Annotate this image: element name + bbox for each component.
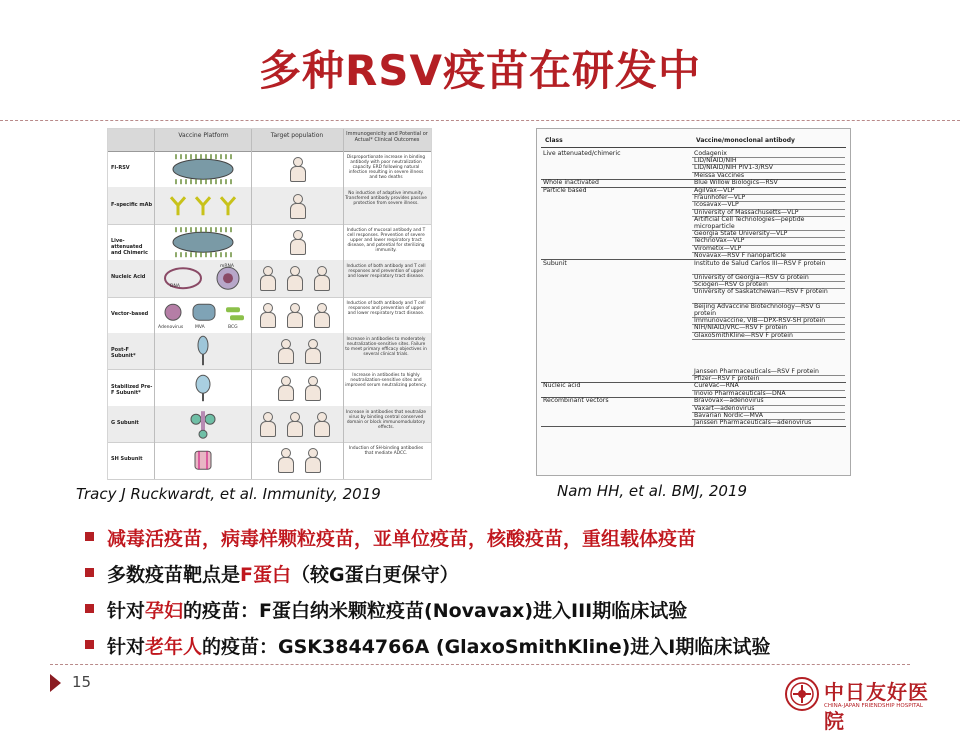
vaccine-item: Beijing Advaccine Biotechnology—RSV G protein	[694, 302, 821, 317]
bullet-segment: （较G蛋白更保守）	[291, 564, 459, 586]
platform-row	[108, 297, 431, 334]
person-icon	[305, 376, 319, 400]
platform-sublabel: MVA	[195, 324, 205, 330]
bullet-segment: 针对	[107, 600, 146, 622]
vaccine-item: University of Massachusetts—VLP	[694, 208, 799, 216]
platform-row	[108, 151, 431, 188]
title-divider	[0, 120, 960, 121]
header-outcomes: Immunogenicity and Potential or Actual* Clinical Outcomes	[346, 131, 428, 143]
vaccine-item: Janssen Pharmaceuticals—RSV F protein	[694, 367, 819, 375]
header-vaccine: Vaccine/monoclonal antibody	[696, 137, 795, 144]
platform-illustration-icon	[158, 226, 248, 258]
vaccine-item: University of Georgia—RSV G protein	[694, 273, 809, 281]
person-body	[290, 239, 306, 255]
outcome-description: Disproportionate increase in binding antibody with poor neutralization capacity. ERD following natural infection resulting in severe illness and two deaths	[346, 155, 426, 180]
vaccine-item: Meissa Vaccines	[694, 171, 745, 179]
vaccine-item: Instituto de Salud Carlos III—RSV F protein	[694, 259, 826, 267]
platform-label: Vector-based	[111, 310, 149, 317]
vaccine-item: LID/NIAID/NIH	[694, 157, 737, 165]
figure-vaccine-platforms	[107, 128, 432, 480]
platform-row	[108, 369, 431, 406]
class-label: Subunit	[543, 259, 567, 267]
person-body	[305, 385, 321, 401]
bullet-segment: 的疫苗：F蛋白纳米颗粒疫苗(Novavax)进入III期临床试验	[183, 600, 688, 622]
platform-label: Nucleic Acid	[111, 274, 146, 281]
vaccine-item: Inovio Pharmaceuticals—DNA	[694, 389, 786, 397]
platform-row	[108, 224, 431, 261]
platform-illustration-icon	[158, 153, 248, 185]
platform-illustration-icon	[158, 408, 248, 440]
bullet-square-icon	[85, 532, 94, 541]
vaccine-item: Bravovax—adenovirus	[694, 397, 764, 405]
vaccine-item: Janssen Pharmaceuticals—adenovirus	[694, 418, 812, 426]
outcome-description: Induction of both antibody and T cell responses and prevention of upper and lower respiratory tract disease.	[346, 264, 426, 280]
bullet-text	[107, 560, 459, 587]
figure-left-header	[108, 129, 431, 152]
vaccine-item: Novavax—RSV F nanoparticle	[694, 251, 786, 259]
person-icon	[314, 303, 328, 327]
person-icon	[287, 303, 301, 327]
vaccine-item: Sciogen—RSV G protein	[694, 281, 768, 289]
vaccine-item: Virometix—VLP	[694, 244, 742, 252]
footer-divider	[50, 664, 910, 665]
hospital-subtitle: CHINA-JAPAN FRIENDSHIP HOSPITAL	[824, 703, 923, 709]
vaccine-item: TechnoVax—VLP	[694, 237, 745, 245]
person-body	[290, 166, 306, 182]
outcome-description: Increase in antibodies to moderately neutralization-sensitive sites. Failure to meet primary efficacy objectives in several clinical trials.	[345, 337, 427, 357]
column-divider	[154, 129, 155, 479]
person-icon	[260, 412, 274, 436]
person-body	[314, 275, 330, 291]
outcome-description: Increase in antibodies to highly neutralization-sensitive sites and improved serum neutralizing potency.	[345, 373, 427, 389]
person-icon	[314, 266, 328, 290]
vaccine-item: LID/NIAID/NIH PIV1-3/RSV	[694, 164, 773, 172]
person-body	[305, 348, 321, 364]
header-class: Class	[545, 137, 563, 144]
class-label: Whole inactivated	[543, 179, 599, 187]
person-icon	[278, 448, 292, 472]
person-icon	[305, 339, 319, 363]
person-body	[260, 275, 276, 291]
bullet-highlight: 老年人	[145, 636, 203, 658]
outcome-description: Induction of mucosal antibody and T cell responses. Prevention of severe upper and lower respiratory tract disease, and potential for sterilizing immunity.	[346, 227, 426, 253]
hospital-emblem-icon	[784, 676, 820, 712]
figure-vaccine-list-table	[536, 128, 851, 476]
person-body	[260, 421, 276, 437]
platform-sublabel: DNA	[170, 284, 180, 290]
platform-label: Stabilized Pre-F Subunit*	[111, 383, 153, 396]
hospital-name: 中日友好医院	[824, 680, 929, 733]
bullet-text	[107, 632, 770, 659]
bullet-highlight: 减毒活疫苗，病毒样颗粒疫苗，亚单位疫苗，核酸疫苗，重组载体疫苗	[107, 528, 697, 550]
hospital-logo	[784, 674, 934, 733]
vaccine-item: CureVac—RNA	[694, 382, 739, 390]
platform-label: Live-attenuated and Chimeric	[111, 237, 148, 256]
row-divider	[692, 339, 845, 340]
header-vaccine-platform: Vaccine Platform	[178, 132, 229, 139]
bullet-segment: 针对	[107, 636, 146, 658]
bullet-square-icon	[85, 568, 94, 577]
header-target-population: Target population	[270, 132, 324, 139]
platform-label: FI-RSV	[111, 165, 130, 172]
platform-label: Post-F Subunit*	[111, 347, 136, 360]
person-icon	[287, 266, 301, 290]
bullet-text	[107, 524, 696, 551]
platform-label: G Subunit	[111, 419, 139, 426]
person-icon	[260, 303, 274, 327]
platform-illustration-icon	[158, 335, 248, 367]
class-label: Live attenuated/chimeric	[543, 150, 621, 157]
platform-label: F-specific mAb	[111, 201, 153, 208]
person-body	[287, 421, 303, 437]
person-icon	[314, 412, 328, 436]
platform-sublabel: Adenovirus	[158, 324, 184, 330]
platform-sublabel: BCG	[228, 324, 238, 330]
vaccine-item: AgilVax—VLP	[694, 187, 735, 194]
vaccine-item: GlaxoSmithKline—RSV F protein	[694, 331, 793, 339]
platform-illustration-icon	[158, 371, 248, 403]
vaccine-item: Artificial Cell Technologies—peptide microparticle	[694, 215, 805, 230]
bullet-segment: 多数疫苗靶点是	[107, 564, 241, 586]
platform-illustration-icon	[158, 444, 248, 476]
class-label: Recombinant vectors	[543, 397, 609, 405]
group-divider	[541, 426, 846, 427]
platform-illustration-icon	[158, 262, 248, 294]
vaccine-item: Vaxart—adenovirus	[694, 404, 755, 412]
bullet-segment: 的疫苗：GSK3844766A (GlaxoSmithKline)进入I期临床试验	[202, 636, 771, 658]
person-icon	[278, 376, 292, 400]
outcome-description: Induction of SH-binding antibodies that mediate ADCC.	[348, 446, 424, 457]
person-body	[260, 312, 276, 328]
platform-row	[108, 406, 431, 443]
person-body	[278, 348, 294, 364]
person-icon	[290, 230, 304, 254]
class-label: Nucleic acid	[543, 382, 581, 390]
vaccine-item: Georgia State University—VLP	[694, 230, 788, 238]
vaccine-item: Immunovaccine, VIB—DPX-RSV-SH protein	[694, 317, 826, 325]
platform-row	[108, 187, 431, 224]
vaccine-item: Icosavax—VLP	[694, 201, 739, 209]
person-icon	[305, 448, 319, 472]
vaccine-item: Fraunhofer—VLP	[694, 194, 746, 202]
platform-sublabel: mRNA	[220, 264, 234, 270]
slide-title: 多种RSV疫苗在研发中	[258, 46, 702, 95]
platform-row	[108, 333, 431, 370]
footer-triangle-icon	[50, 674, 61, 692]
person-body	[314, 421, 330, 437]
column-divider	[251, 129, 252, 479]
vaccine-item: Pfizer—RSV F protein	[694, 374, 760, 382]
vaccine-item: Codagenix	[694, 150, 727, 157]
person-body	[287, 275, 303, 291]
platform-row	[108, 260, 431, 297]
vaccine-item: Bavarian Nordic—MVA	[694, 411, 763, 419]
person-icon	[278, 339, 292, 363]
bullet-text	[107, 596, 687, 623]
vaccine-item: University of Saskatchewan—RSV F protein	[694, 288, 828, 296]
bullet-square-icon	[85, 604, 94, 613]
class-label: Particle based	[543, 187, 587, 194]
platform-label: SH Subunit	[111, 456, 143, 463]
person-body	[305, 457, 321, 473]
person-icon	[290, 157, 304, 181]
page-number: 15	[72, 673, 92, 691]
bullet-highlight: 孕妇	[145, 600, 184, 622]
outcome-description: Induction of both antibody and T cell responses and prevention of upper and lower respiratory tract disease.	[346, 300, 426, 316]
person-body	[278, 457, 294, 473]
person-icon	[290, 194, 304, 218]
outcome-description: No induction of adaptive immunity. Transferred antibody provides passive protection from severe illness.	[345, 191, 427, 207]
citation-right: Nam HH, et al. BMJ, 2019	[557, 482, 748, 500]
person-icon	[287, 412, 301, 436]
vaccine-item: Blue Willow Biologics—RSV	[694, 179, 778, 187]
vaccine-item: NIH/NIAID/VRC—RSV F protein	[694, 324, 788, 332]
column-divider	[343, 129, 344, 479]
platform-illustration-icon	[158, 189, 248, 221]
platform-row	[108, 442, 431, 479]
citation-left: Tracy J Ruckwardt, et al. Immunity, 2019	[76, 485, 381, 503]
person-body	[290, 203, 306, 219]
person-body	[287, 312, 303, 328]
outcome-description: Increase in antibodies that neutralize virus by binding central conserved domain or block immunomodulatory effects.	[345, 409, 427, 430]
person-body	[278, 385, 294, 401]
bullet-square-icon	[85, 640, 94, 649]
bullet-highlight: F蛋白	[240, 564, 291, 586]
person-icon	[260, 266, 274, 290]
table-header	[541, 137, 846, 148]
person-body	[314, 312, 330, 328]
